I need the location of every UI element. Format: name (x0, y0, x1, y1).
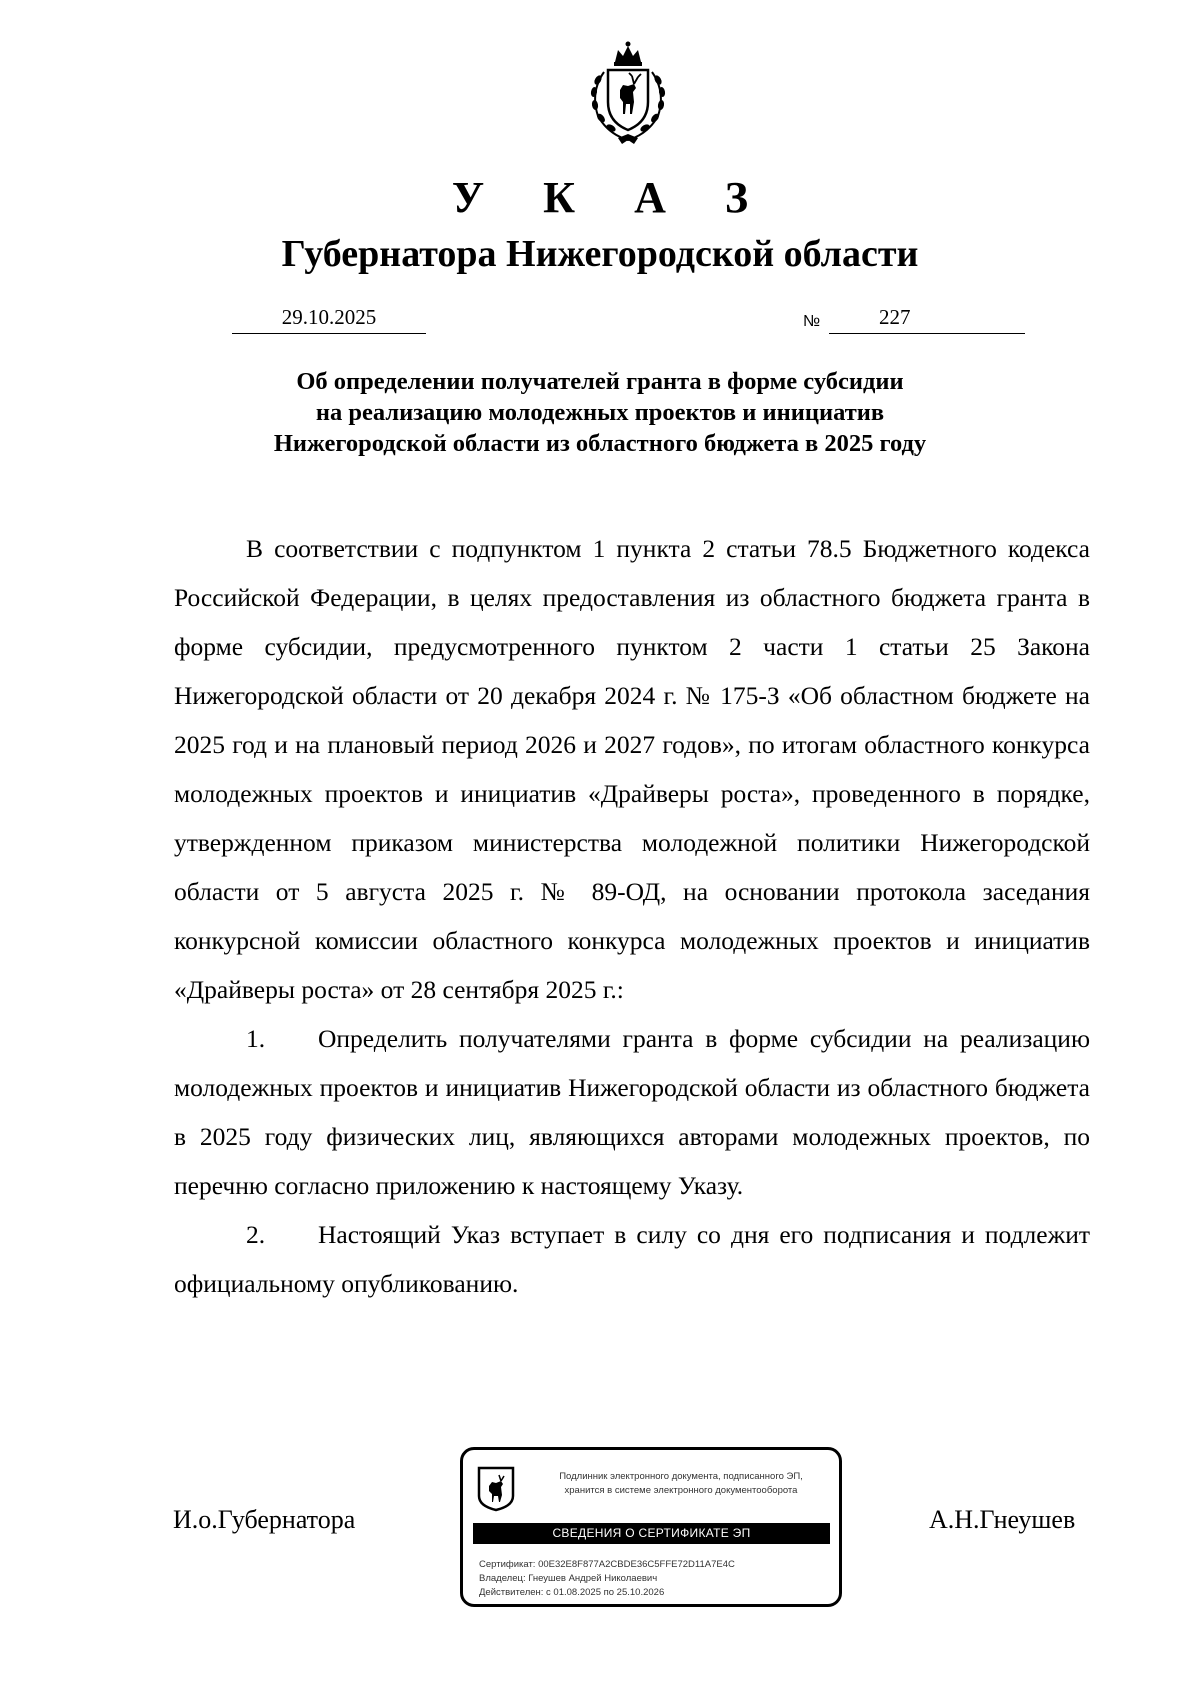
item-text: Настоящий Указ вступает в силу со дня его подписания и подлежит официальному опубликованию. (174, 1220, 1090, 1298)
document-body (174, 524, 1090, 1308)
certificate-owner: Владелец: Гнеушев Андрей Николаевич (479, 1573, 658, 1584)
preamble-paragraph: В соответствии с подпунктом 1 пункта 2 статьи 78.5 Бюджетного кодекса Российской Федерации, в целях предоставления из областного бюджета гранта в форме субсидии, предусмотренного пунктом 2 части 1 статьи 25 Закона Нижегородской области от 20 декабря 2024 г. № 175-З «Об областном бюджете на 2025 год и на плановый период 2026 и 2027 годов», по итогам областного конкурса молодежных проектов и инициатив «Драйверы роста», проведенного в порядке, утвержденном приказом министерства молодежной политики Нижегородской области от 5 августа 2025 г. № 89-ОД, на основании протокола заседания конкурсной комиссии областного конкурса молодежных проектов и инициатив «Драйверы роста» от 28 сентября 2025 г.: (174, 534, 1090, 1004)
item-number: 1. (246, 1024, 266, 1053)
stamp-note-line: Подлинник электронного документа, подписанного ЭП, (559, 1471, 803, 1482)
item-number: 2. (246, 1220, 266, 1249)
number-sign: № (803, 313, 821, 330)
region-emblem-icon (477, 1466, 515, 1512)
subject-line: на реализацию молодежных проектов и инициатив (315, 399, 885, 426)
coat-of-arms-emblem (568, 40, 688, 148)
list-item (174, 1014, 1090, 1210)
issuer-title: Губернатора Нижегородской области (281, 233, 919, 275)
number-field (829, 305, 1025, 334)
document-number: 227 (879, 305, 911, 329)
certificate-details (479, 1558, 735, 1600)
subject-line: Нижегородской области из областного бюджета в 2025 году (273, 430, 927, 457)
document-date: 29.10.2025 (281, 305, 377, 329)
certificate-id: Сертификат: 00E32E8F877A2CBDE36C5FFE72D11A7E4C (479, 1559, 735, 1570)
item-text: Определить получателями гранта в форме субсидии на реализацию молодежных проектов и инициатив Нижегородской области из областного бюджета в 2025 году физических лиц, являющихся авторами молодежных проектов, по перечню согласно приложению к настоящему Указу. (174, 1024, 1090, 1200)
stamp-note-line: хранится в системе электронного документооборота (564, 1485, 798, 1496)
list-item (174, 1210, 1090, 1308)
document-type-title: У К А З (451, 173, 773, 222)
subject-line: Об определении получателей гранта в форме субсидии (296, 368, 904, 395)
document-subject (0, 366, 1200, 459)
date-field (232, 305, 426, 334)
signatory-position: И.о.Губернатора (173, 1505, 356, 1534)
stamp-note (531, 1470, 831, 1498)
signatory-name: А.Н.Гнеушев (929, 1505, 1076, 1534)
certificate-info-bar: СВЕДЕНИЯ О СЕРТИФИКАТЕ ЭП (473, 1523, 830, 1544)
e-signature-stamp (460, 1447, 842, 1607)
certificate-validity: Действителен: с 01.08.2025 по 25.10.2026 (479, 1587, 665, 1598)
